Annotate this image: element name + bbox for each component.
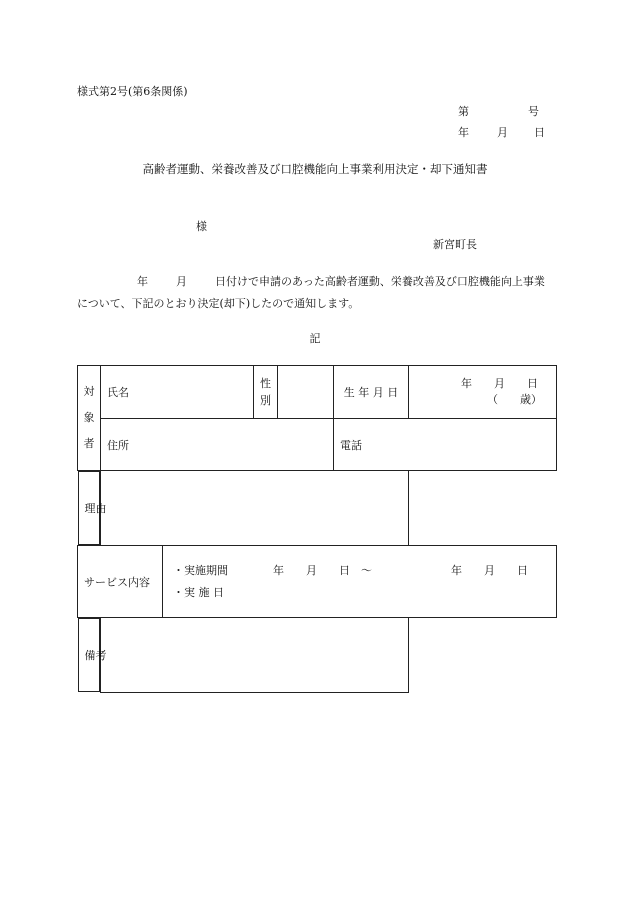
service-label: サービス内容: [78, 546, 163, 618]
document-title: 高齢者運動、栄養改善及び口腔機能向上事業利用決定・却下通知書: [142, 162, 488, 176]
service-period-line: [163, 560, 556, 582]
ki-heading: 記: [309, 332, 321, 345]
form-number: 様式第2号(第6条関係): [77, 85, 188, 98]
period-label: ・実施期間: [173, 563, 228, 577]
age: （ 歳）: [487, 393, 542, 406]
sender: 新宮町長: [433, 238, 477, 251]
body-text: 日付けで申請のあった高齢者運動、栄養改善及び口腔機能向上事業について、下記のとおり決定(却下)したので通知します。: [77, 275, 545, 310]
service-date-line: [163, 582, 556, 604]
reason-label: 理 由: [78, 471, 101, 545]
issue-date-year: 年: [458, 126, 469, 139]
remarks-value[interactable]: [101, 618, 409, 693]
period-start: 年 月 日 〜: [273, 563, 372, 577]
birth-date-label: 生 年 月 日: [334, 366, 409, 419]
issue-date-day: 日: [534, 126, 545, 139]
details-table: [77, 365, 557, 693]
remarks-label: 備 考: [78, 618, 101, 692]
gender-label: 性 別: [254, 366, 278, 419]
gender-value[interactable]: [278, 366, 334, 419]
issue-number: [458, 103, 539, 119]
phone-label: 電話: [340, 438, 362, 452]
recipient-suffix: 様: [196, 220, 207, 233]
service-value[interactable]: [163, 546, 557, 618]
date-label: ・実 施 日: [173, 585, 224, 599]
birth-date-value[interactable]: [409, 366, 557, 419]
birth-date: 年 月 日: [461, 377, 538, 390]
notice-body: [77, 271, 555, 315]
issue-number-prefix: 第: [458, 105, 469, 118]
body-month: 月: [175, 275, 187, 288]
name-label: 氏名: [107, 386, 129, 399]
phone-cell[interactable]: [334, 419, 557, 471]
subject-label: 対 象 者: [78, 366, 101, 471]
reason-value[interactable]: [101, 471, 409, 546]
body-year: 年: [137, 275, 148, 288]
period-end: 年 月 日: [451, 563, 528, 577]
name-cell: [101, 366, 254, 419]
address-label: 住所: [107, 438, 129, 452]
address-cell[interactable]: [101, 419, 334, 471]
issue-date: [458, 124, 545, 140]
issue-date-month: 月: [497, 126, 508, 139]
issue-number-suffix: 号: [528, 105, 539, 118]
